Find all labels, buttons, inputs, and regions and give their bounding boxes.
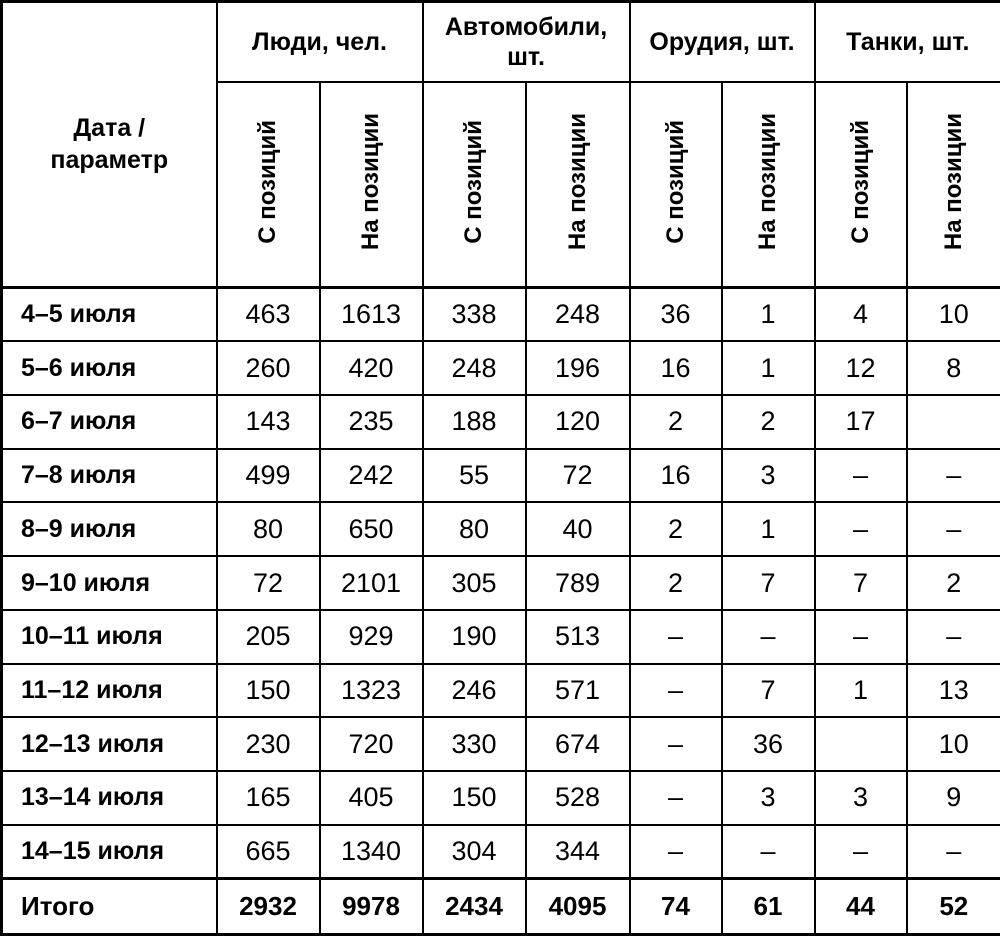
value-cell: 17 [815, 395, 907, 449]
total-value-cell: 9978 [320, 879, 423, 935]
value-cell: 248 [423, 341, 526, 395]
value-cell: 9 [907, 771, 1000, 825]
value-cell: 304 [423, 825, 526, 879]
vertical-label: На позиции [563, 113, 591, 251]
value-cell: 338 [423, 288, 526, 342]
value-cell: 2 [722, 395, 815, 449]
value-cell: 344 [526, 825, 630, 879]
row-label: 13–14 июля [2, 771, 217, 825]
value-cell: 665 [217, 825, 320, 879]
value-cell: – [722, 825, 815, 879]
value-cell [907, 395, 1000, 449]
value-cell: 2 [630, 556, 722, 610]
sub-header-vehicles-from [423, 82, 526, 288]
value-cell: 143 [217, 395, 320, 449]
value-cell: – [907, 449, 1000, 503]
total-value-cell: 2434 [423, 879, 526, 935]
row-label: 9–10 июля [2, 556, 217, 610]
value-cell: 235 [320, 395, 423, 449]
value-cell: – [630, 825, 722, 879]
value-cell: – [630, 717, 722, 771]
row-label: 11–12 июля [2, 664, 217, 718]
total-value-cell: 74 [630, 879, 722, 935]
value-cell: 230 [217, 717, 320, 771]
value-cell: 3 [722, 449, 815, 503]
value-cell: 420 [320, 341, 423, 395]
value-cell: 36 [630, 288, 722, 342]
vertical-label: На позиции [754, 113, 782, 251]
value-cell: 12 [815, 341, 907, 395]
sub-header-guns-from [630, 82, 722, 288]
vertical-label: С позиций [846, 119, 874, 244]
value-cell: 1 [722, 502, 815, 556]
table-row [2, 502, 1000, 556]
value-cell: – [815, 449, 907, 503]
vertical-label: С позиций [460, 119, 487, 244]
value-cell: 330 [423, 717, 526, 771]
value-cell: 499 [217, 449, 320, 503]
corner-header: Дата / параметр [2, 2, 217, 288]
group-header-people: Люди, чел. [217, 2, 423, 82]
vertical-label: На позиции [939, 113, 967, 251]
value-cell: 2101 [320, 556, 423, 610]
value-cell: 7 [722, 556, 815, 610]
value-cell: 720 [320, 717, 423, 771]
table-row [2, 288, 1000, 342]
value-cell: 8 [907, 341, 1000, 395]
value-cell: 80 [423, 502, 526, 556]
total-value-cell: 44 [815, 879, 907, 935]
value-cell: 528 [526, 771, 630, 825]
row-label: 7–8 июля [2, 449, 217, 503]
value-cell: 7 [815, 556, 907, 610]
value-cell: 72 [217, 556, 320, 610]
value-cell: 305 [423, 556, 526, 610]
row-label: 10–11 июля [2, 610, 217, 664]
vertical-label: С позиций [254, 119, 281, 244]
value-cell: – [907, 610, 1000, 664]
value-cell: 80 [217, 502, 320, 556]
value-cell: – [722, 610, 815, 664]
value-cell: – [630, 771, 722, 825]
table-row [2, 449, 1000, 503]
total-value-cell: 52 [907, 879, 1000, 935]
table-row [2, 771, 1000, 825]
value-cell: 789 [526, 556, 630, 610]
sub-header-tanks-to [907, 82, 1000, 288]
value-cell: 1 [722, 341, 815, 395]
total-row-label: Итого [2, 879, 217, 935]
sub-header-guns-to [722, 82, 815, 288]
value-cell: 463 [217, 288, 320, 342]
total-value-cell: 4095 [526, 879, 630, 935]
table-header [2, 2, 1000, 288]
sub-header-people-to [320, 82, 423, 288]
total-value-cell: 61 [722, 879, 815, 935]
row-label: 8–9 июля [2, 502, 217, 556]
value-cell: 3 [722, 771, 815, 825]
value-cell: 188 [423, 395, 526, 449]
value-cell [815, 717, 907, 771]
value-cell: 16 [630, 341, 722, 395]
value-cell: 260 [217, 341, 320, 395]
value-cell: – [815, 502, 907, 556]
value-cell: 36 [722, 717, 815, 771]
value-cell: – [630, 664, 722, 718]
sub-header-vehicles-to [526, 82, 630, 288]
value-cell: 242 [320, 449, 423, 503]
value-cell: 513 [526, 610, 630, 664]
value-cell: 150 [217, 664, 320, 718]
value-cell: 7 [722, 664, 815, 718]
value-cell: 2 [630, 395, 722, 449]
value-cell: 1613 [320, 288, 423, 342]
value-cell: 929 [320, 610, 423, 664]
group-header-row [2, 2, 1000, 82]
table-row [2, 556, 1000, 610]
value-cell: 190 [423, 610, 526, 664]
row-label: 6–7 июля [2, 395, 217, 449]
value-cell: 55 [423, 449, 526, 503]
value-cell: 1340 [320, 825, 423, 879]
total-value-cell: 2932 [217, 879, 320, 935]
value-cell: 16 [630, 449, 722, 503]
value-cell: 2 [630, 502, 722, 556]
vertical-label: С позиций [661, 119, 689, 244]
value-cell: 405 [320, 771, 423, 825]
value-cell: 1 [722, 288, 815, 342]
value-cell: 40 [526, 502, 630, 556]
sub-header-tanks-from [815, 82, 907, 288]
table-row [2, 825, 1000, 879]
group-header-vehicles: Автомобили, шт. [423, 2, 630, 82]
row-label: 14–15 июля [2, 825, 217, 879]
table-row [2, 395, 1000, 449]
vertical-label: На позиции [357, 113, 384, 251]
value-cell: 1323 [320, 664, 423, 718]
value-cell: 10 [907, 717, 1000, 771]
value-cell: 10 [907, 288, 1000, 342]
value-cell: 246 [423, 664, 526, 718]
value-cell: 150 [423, 771, 526, 825]
table-row [2, 717, 1000, 771]
value-cell: 13 [907, 664, 1000, 718]
group-header-guns: Орудия, шт. [630, 2, 815, 82]
value-cell: 196 [526, 341, 630, 395]
value-cell: – [907, 825, 1000, 879]
sub-header-people-from [217, 82, 320, 288]
row-label: 12–13 июля [2, 717, 217, 771]
value-cell: – [815, 825, 907, 879]
value-cell: – [907, 502, 1000, 556]
value-cell: 3 [815, 771, 907, 825]
total-row [2, 879, 1000, 935]
value-cell: 1 [815, 664, 907, 718]
group-header-tanks: Танки, шт. [815, 2, 1000, 82]
table-body [2, 288, 1000, 935]
value-cell: 571 [526, 664, 630, 718]
row-label: 5–6 июля [2, 341, 217, 395]
table-row [2, 341, 1000, 395]
value-cell: 165 [217, 771, 320, 825]
value-cell: 674 [526, 717, 630, 771]
value-cell: 2 [907, 556, 1000, 610]
table-row [2, 664, 1000, 718]
value-cell: 650 [320, 502, 423, 556]
value-cell: 248 [526, 288, 630, 342]
value-cell: 205 [217, 610, 320, 664]
value-cell: – [630, 610, 722, 664]
value-cell: – [815, 610, 907, 664]
row-label: 4–5 июля [2, 288, 217, 342]
table-row [2, 610, 1000, 664]
value-cell: 72 [526, 449, 630, 503]
value-cell: 4 [815, 288, 907, 342]
value-cell: 120 [526, 395, 630, 449]
